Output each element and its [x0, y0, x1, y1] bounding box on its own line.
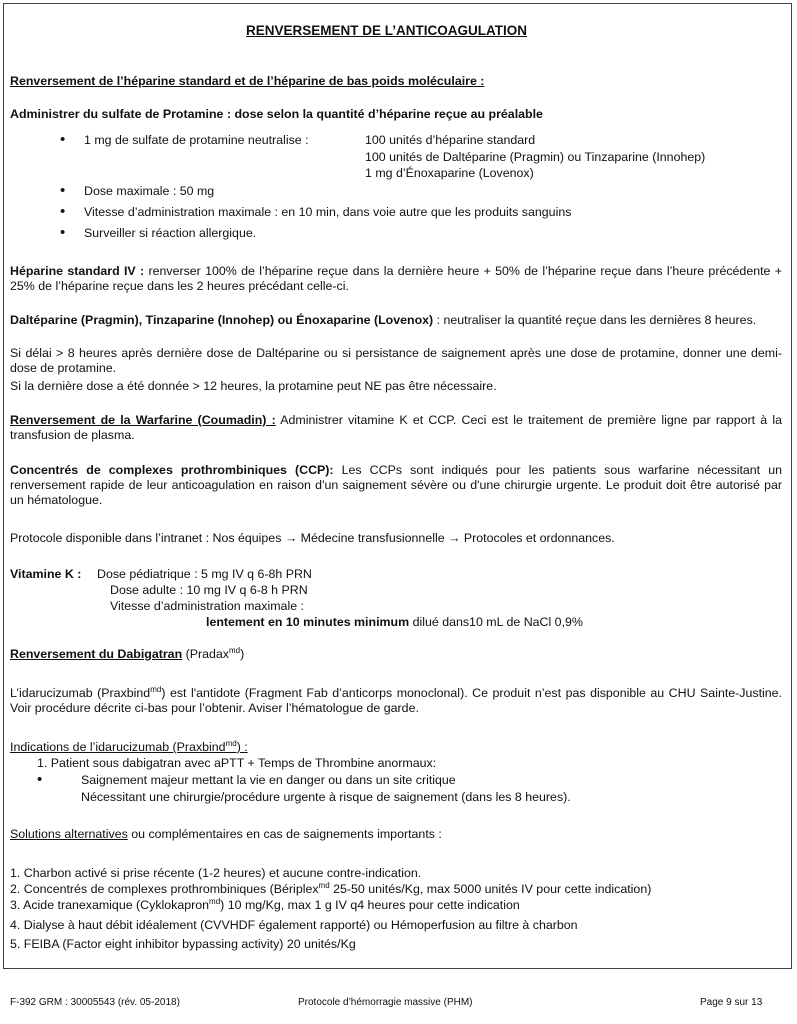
- solution-item-3: [10, 898, 520, 913]
- indications-text-b: ) :: [236, 740, 248, 754]
- md-superscript: md: [225, 738, 237, 748]
- solution-item-2: [10, 882, 651, 897]
- standard-iv-paragraph: [10, 264, 782, 294]
- standard-iv-text: renverser 100% de l’héparine reçue dans la dernière heure + 50% de l’héparine reçue dans l’heure précédente + 25% de l’héparine reçue dans les 2 heures précédant celle-ci.: [10, 264, 782, 293]
- solutions-heading-line: [10, 827, 442, 842]
- md-superscript: md: [209, 896, 221, 906]
- solution-item-2-b: 25-50 unités/Kg, max 5000 unités IV pour cette indication): [329, 882, 652, 896]
- ccp-paragraph: [10, 463, 782, 508]
- dabigatran-heading: Renversement du Dabigatran: [10, 647, 183, 661]
- allergy-watch: Surveiller si réaction allergique.: [84, 226, 257, 240]
- bullet-icon: •: [60, 203, 66, 220]
- md-superscript: md: [228, 645, 241, 655]
- footer-document-title: Protocole d’hémorragie massive (PHM): [298, 997, 473, 1008]
- solution-item-3-a: 3. Acide tranexamique (Cyklokapron: [10, 898, 210, 912]
- bullet-icon: •: [60, 131, 66, 148]
- lmwh-label: Daltéparine (Pragmin), Tinzaparine (Innohep) ou Énoxaparine (Lovenox): [10, 313, 434, 327]
- max-dose: Dose maximale : 50 mg: [84, 184, 215, 198]
- solution-item-5: 5. FEIBA (Factor eight inhibitor bypassing activity) 20 unités/Kg: [10, 937, 356, 951]
- bullet-icon: •: [37, 771, 43, 788]
- vitamin-k-rate-rest: dilué dans10 mL de NaCl 0,9%: [409, 615, 583, 629]
- indication-2: Saignement majeur mettant la vie en danger ou dans un site critique: [81, 773, 456, 787]
- solution-item-3-b: ) 10 mg/Kg, max 1 g IV q4 heures pour cette indication: [220, 898, 520, 912]
- indication-1: 1. Patient sous dabigatran avec aPTT + Temps de Thrombine anormaux:: [37, 756, 437, 770]
- protamine-value-2: 100 unités de Daltéparine (Pragmin) ou Tinzaparine (Innohep): [365, 150, 706, 164]
- solution-item-2-a: 2. Concentrés de complexes prothrombiniques (Bériplex: [10, 882, 319, 896]
- solutions-heading: Solutions alternatives: [10, 827, 128, 841]
- indications-text-a: Indications de l’idarucizumab (Praxbind: [10, 740, 226, 754]
- page-title: RENVERSEMENT DE L’ANTICOAGULATION: [246, 23, 528, 38]
- lmwh-paragraph: [10, 313, 782, 328]
- warfarin-text: Administrer vitamine K et CCP. Ceci est le traitement de première ligne par rapport à la transfusion de plasma.: [10, 413, 782, 442]
- indications-heading: [10, 740, 248, 755]
- pradax-label: (Pradax: [182, 647, 229, 661]
- md-superscript: md: [150, 684, 162, 694]
- lmwh-delay-note: Si délai > 8 heures après dernière dose de Daltéparine ou si persistance de saignement après une dose de protamine, donner une demi-dose de protamine.: [10, 346, 782, 375]
- ccp-text: Les CCPs sont indiqués pour les patients sous warfarine nécessitant un renversement rapide de leur anticoagulation en raison d'un saignement sévère ou d'une chirurgie urgente. Le produit doit être autorisé par un hématologue.: [10, 463, 782, 507]
- paren-close: ): [240, 647, 245, 661]
- protocol-path: Protocole disponible dans l’intranet : Nos équipes → Médecine transfusionnelle → Protocoles et ordonnances.: [10, 531, 615, 545]
- vitamin-k-rate: [206, 615, 583, 630]
- ccp-label: Concentrés de complexes prothrombiniques (CCP):: [10, 463, 334, 477]
- lmwh-12h-note: Si la dernière dose a été donnée > 12 heures, la protamine peut NE pas être nécessaire.: [10, 379, 497, 393]
- vitamin-k-adult: Dose adulte : 10 mg IV q 6-8 h PRN: [110, 583, 308, 597]
- solution-item-4: 4. Dialyse à haut débit idéalement (CVVHDF également rapporté) ou Hémoperfusion au filtre à charbon: [10, 918, 578, 932]
- md-superscript: md: [318, 880, 330, 890]
- bullet-icon: •: [60, 182, 66, 199]
- warfarin-label: Renversement de la Warfarine (Coumadin) :: [10, 413, 276, 427]
- indication-3: Nécessitant une chirurgie/procédure urgente à risque de saignement (dans les 8 heures).: [81, 790, 571, 804]
- solutions-heading-rest: ou complémentaires en cas de saignements importants :: [127, 827, 442, 841]
- antidote-text-b: ) est l'antidote (Fragment Fab d’anticorps monoclonal). Ce produit n’est pas disponible au CHU Sainte-Justine. Voir procédure décrite ci-bas pour l’obtenir. Aviser l’hématologue de garde.: [10, 686, 783, 715]
- antidote-text-a: L’idarucizumab (Praxbind: [10, 686, 151, 700]
- dabigatran-heading-line: [10, 647, 244, 662]
- protamine-value-1: 100 unités d’héparine standard: [365, 133, 536, 147]
- vitamin-k-rate-label: Vitesse d’administration maximale :: [110, 599, 304, 613]
- footer-page-number: Page 9 sur 13: [700, 997, 763, 1008]
- lmwh-text: : neutraliser la quantité reçue dans les dernières 8 heures.: [433, 313, 757, 327]
- solution-item-1: 1. Charbon activé si prise récente (1-2 heures) et aucune contre-indication.: [10, 866, 422, 880]
- max-rate: Vitesse d’administration maximale : en 10 min, dans voie autre que les produits sanguins: [84, 205, 572, 219]
- warfarin-paragraph: [10, 413, 782, 443]
- vitamin-k-pediatric: Dose pédiatrique : 5 mg IV q 6-8h PRN: [97, 567, 312, 581]
- vitamin-k-rate-bold: lentement en 10 minutes minimum: [206, 615, 410, 629]
- standard-iv-label: Héparine standard IV :: [10, 264, 145, 278]
- protamine-neutralise-label: 1 mg de sulfate de protamine neutralise :: [84, 133, 309, 147]
- bullet-icon: •: [60, 224, 66, 241]
- heparin-heading: Renversement de l’héparine standard et de l’héparine de bas poids moléculaire :: [10, 74, 485, 88]
- protamine-value-3: 1 mg d’Énoxaparine (Lovenox): [365, 166, 534, 180]
- protamine-heading: Administrer du sulfate de Protamine : dose selon la quantité d’héparine reçue au préalable: [10, 107, 543, 121]
- idarucizumab-paragraph: [10, 686, 782, 716]
- vitamin-k-label: Vitamine K :: [10, 567, 82, 581]
- footer-form-code: F-392 GRM : 30005543 (rév. 05-2018): [10, 997, 180, 1008]
